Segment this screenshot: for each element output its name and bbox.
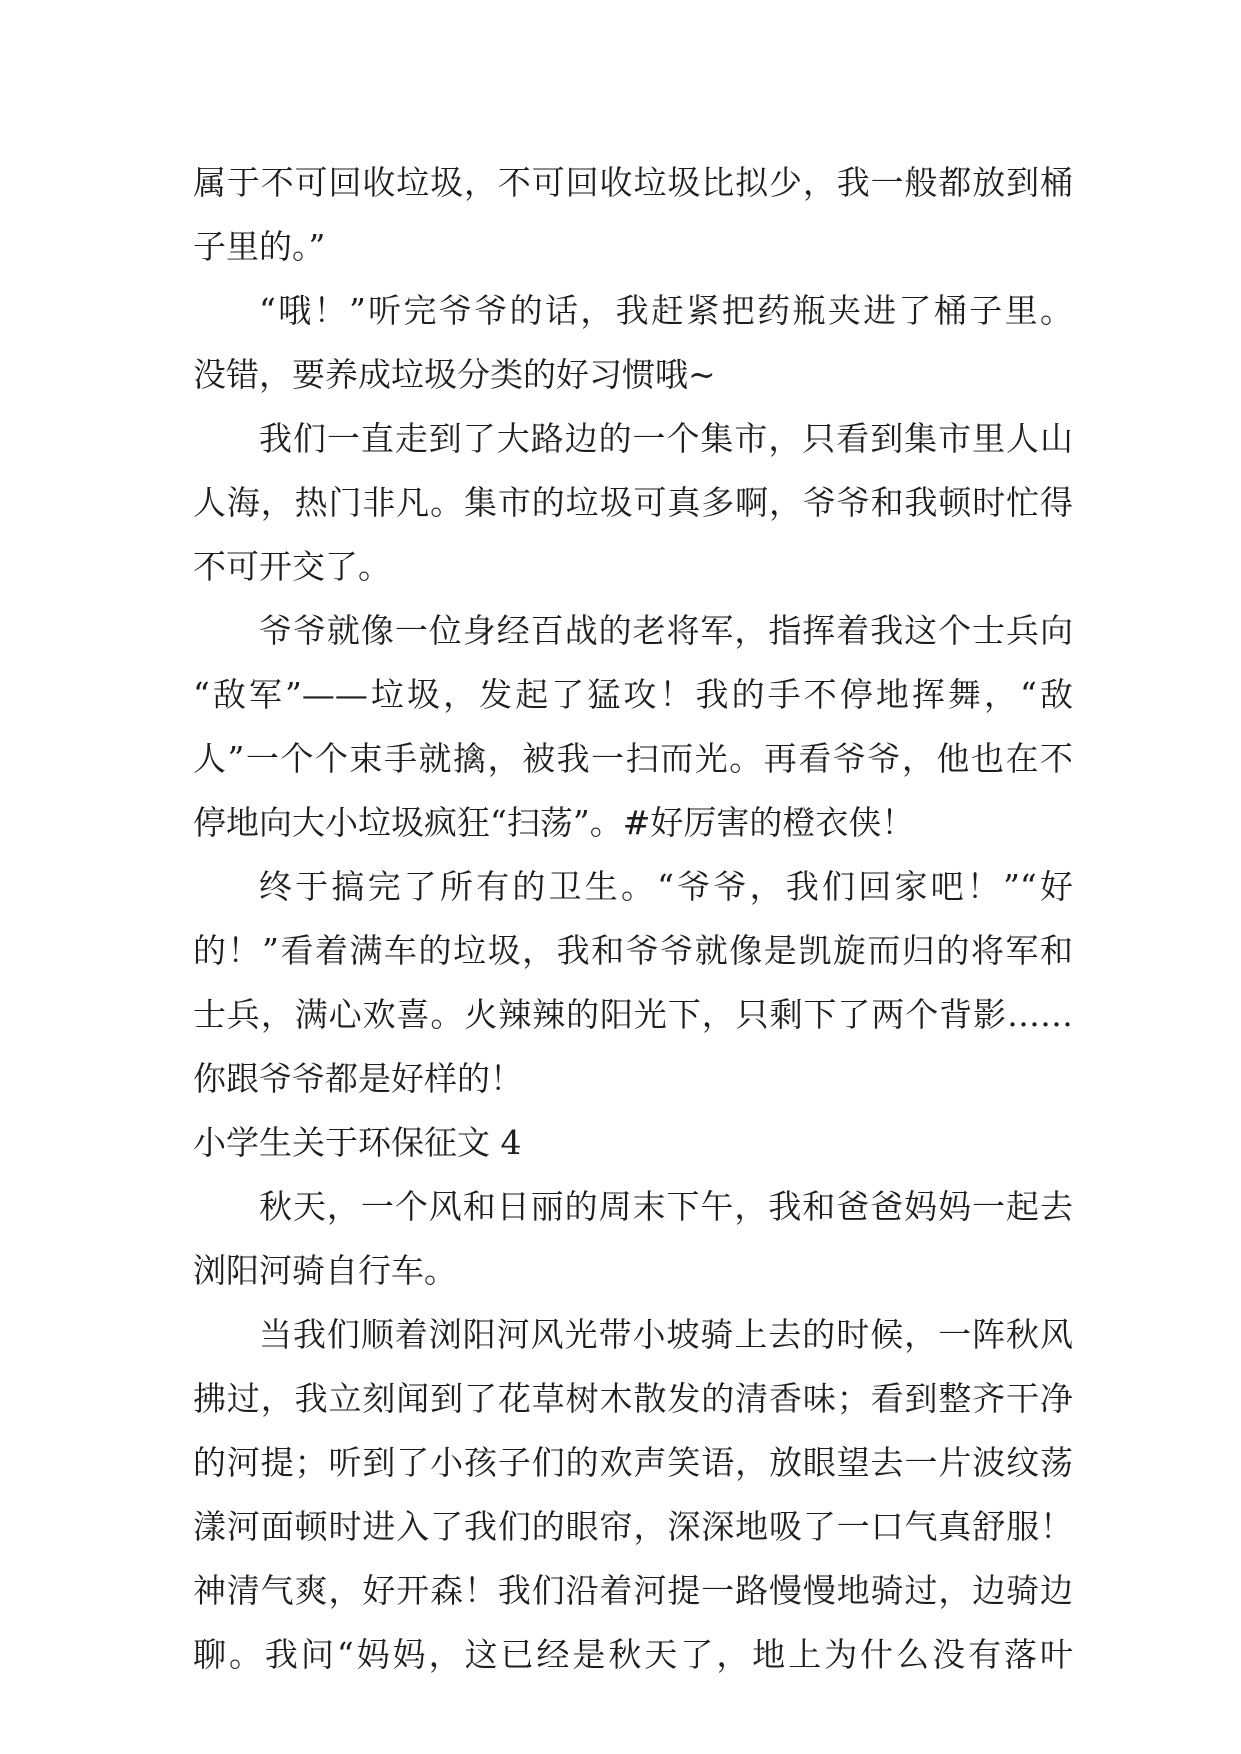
text-line: 停地向大小垃圾疯狂“扫荡”。#好厉害的橙衣侠！ xyxy=(193,803,915,842)
document-body xyxy=(193,151,1073,1687)
paragraph-start-line: 秋天，一个风和日丽的周末下午，我和爸爸妈妈一起去 xyxy=(259,1187,1073,1226)
paragraph-start-line: 终于搞完了所有的卫生。“爷爷，我们回家吧！”“好 xyxy=(259,867,1073,906)
text-line: 聊。我问“妈妈，这已经是秋天了，地上为什么没有落叶 xyxy=(193,1635,1073,1674)
section-heading: 小学生关于环保征文 4 xyxy=(193,1123,522,1162)
paragraph-start-line: “哦！”听完爷爷的话，我赶紧把药瓶夹进了桶子里。 xyxy=(259,291,1073,330)
text-line: 神清气爽，好开森！我们沿着河提一路慢慢地骑过，边骑边 xyxy=(193,1571,1073,1610)
text-line: 人海，热门非凡。集市的垃圾可真多啊，爷爷和我顿时忙得 xyxy=(193,483,1073,522)
text-line: 没错，要养成垃圾分类的好习惯哦~ xyxy=(193,355,716,394)
text-line: 拂过，我立刻闻到了花草树木散发的清香味；看到整齐干净 xyxy=(193,1379,1073,1418)
text-line: 人”一个个束手就擒，被我一扫而光。再看爷爷，他也在不 xyxy=(193,739,1073,778)
text-line: 不可开交了。 xyxy=(193,547,391,586)
text-line: 浏阳河骑自行车。 xyxy=(193,1251,457,1290)
text-line: 你跟爷爷都是好样的！ xyxy=(193,1059,523,1098)
text-line: 的河提；听到了小孩子们的欢声笑语，放眼望去一片波纹荡 xyxy=(193,1443,1073,1482)
text-line: 漾河面顿时进入了我们的眼帘，深深地吸了一口气真舒服！ xyxy=(193,1507,1073,1546)
paragraph-start-line: 当我们顺着浏阳河风光带小坡骑上去的时候，一阵秋风 xyxy=(259,1315,1073,1354)
text-line: “敌军”——垃圾，发起了猛攻！我的手不停地挥舞，“敌 xyxy=(193,675,1073,714)
text-line: 子里的。” xyxy=(193,227,326,266)
paragraph-start-line: 我们一直走到了大路边的一个集市，只看到集市里人山 xyxy=(259,419,1073,458)
text-line: 士兵，满心欢喜。火辣辣的阳光下，只剩下了两个背影…… xyxy=(193,995,1073,1034)
text-line: 属于不可回收垃圾，不可回收垃圾比拟少，我一般都放到桶 xyxy=(193,163,1073,202)
text-line: 的！”看着满车的垃圾，我和爷爷就像是凯旋而归的将军和 xyxy=(193,931,1073,970)
paragraph-start-line: 爷爷就像一位身经百战的老将军，指挥着我这个士兵向 xyxy=(259,611,1073,650)
